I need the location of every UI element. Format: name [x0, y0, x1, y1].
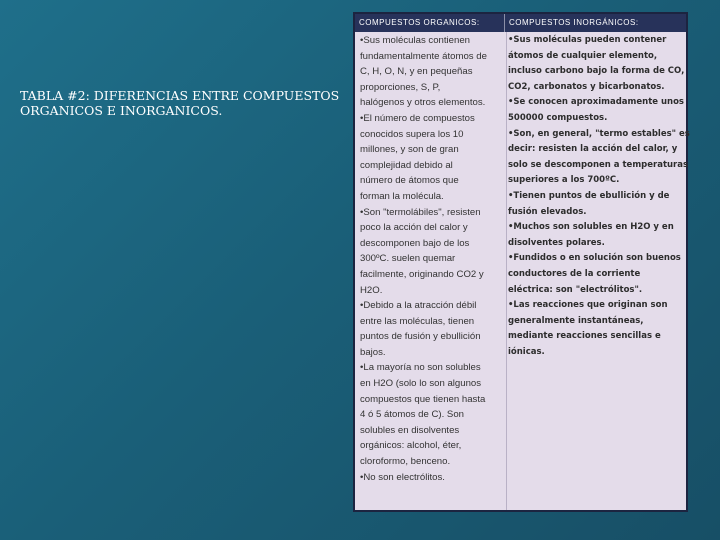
organicos-line: puntos de fusión y ebullición: [360, 331, 481, 343]
inorganicos-line: solo se descomponen a temperaturas: [508, 159, 689, 170]
inorganicos-line: conductores de la corriente: [508, 268, 641, 279]
inorganicos-line: •Tienen puntos de ebullición y de: [508, 190, 670, 201]
organicos-line: •La mayoría no son solubles: [360, 362, 481, 374]
inorganicos-line: CO2, carbonatos y bicarbonatos.: [508, 81, 665, 92]
inorganicos-line: •Sus moléculas pueden contener: [508, 35, 667, 45]
inorganicos-line: 500000 compuestos.: [508, 112, 608, 123]
inorganicos-line: generalmente instantáneas,: [508, 315, 644, 326]
organicos-line: poco la acción del calor y: [360, 222, 468, 234]
inorganicos-line: disolventes polares.: [508, 237, 605, 248]
slide-title: TABLA #2: DIFERENCIAS ENTRE COMPUESTOS ORGANICOS E INORGANICOS.: [20, 88, 340, 118]
inorganicos-line: átomos de cualquier elemento,: [508, 50, 658, 61]
inorganicos-line: •Las reacciones que originan son: [508, 300, 668, 311]
organicos-line: bajos.: [360, 346, 386, 358]
organicos-line: •El número de compuestos: [360, 112, 475, 124]
organicos-line: 4 ó 5 átomos de C). Son: [360, 409, 464, 421]
inorganicos-line: •Muchos son solubles en H2O y en: [508, 222, 674, 233]
organicos-line: descomponen bajo de los: [360, 237, 470, 249]
organicos-line: 300ºC. suelen quemar: [360, 253, 456, 265]
inorganicos-line: incluso carbono bajo la forma de CO,: [508, 66, 685, 77]
header-organicos: COMPUESTOS ORGANICOS:: [355, 14, 505, 32]
organicos-line: forman la molécula.: [360, 190, 444, 202]
comparison-table: [353, 12, 688, 512]
organicos-line: complejidad debido al: [360, 159, 453, 171]
organicos-line: facilmente, originando CO2 y: [360, 268, 484, 280]
inorganicos-line: fusión elevados.: [508, 206, 587, 217]
organicos-line: compuestos que tienen hasta: [360, 393, 486, 405]
table-header-row: [355, 14, 686, 32]
organicos-line: fundamentalmente átomos de: [360, 50, 487, 62]
organicos-line: halógenos y otros elementos.: [360, 97, 486, 109]
organicos-line: •Sus moléculas contienen: [360, 35, 471, 46]
inorganicos-line: •Fundidos o en solución son buenos: [508, 253, 681, 264]
header-inorganicos: COMPUESTOS INORGÁNICOS:: [509, 18, 639, 27]
inorganicos-line: superiores a los 700ºC.: [508, 175, 620, 186]
inorganicos-line: decir: resisten la acción del calor, y: [508, 144, 678, 155]
inorganicos-line: •Se conocen aproximadamente unos: [508, 97, 684, 108]
inorganicos-line: iónicas.: [508, 346, 545, 357]
organicos-line: conocidos supera los 10: [360, 128, 464, 140]
inorganicos-line: eléctrica: son "electrólitos".: [508, 284, 643, 295]
organicos-line: orgánicos: alcohol, éter,: [360, 440, 462, 452]
organicos-line: proporciones, S, P,: [360, 81, 441, 93]
organicos-line: C, H, O, N, y en pequeñas: [360, 66, 473, 78]
organicos-line: solubles en disolventes: [360, 424, 460, 436]
column-inorganicos: [508, 33, 690, 360]
organicos-line: H2O.: [360, 284, 383, 296]
inorganicos-line: mediante reacciones sencillas e: [508, 331, 661, 342]
column-organicos: [360, 33, 508, 485]
organicos-line: entre las moléculas, tienen: [360, 315, 475, 327]
organicos-line: millones, y son de gran: [360, 144, 459, 156]
organicos-line: •Debido a la atracción débil: [360, 300, 477, 312]
organicos-line: número de átomos que: [360, 175, 459, 187]
organicos-line: en H2O (solo lo son algunos: [360, 378, 482, 390]
inorganicos-line: •Son, en general, "termo estables" es: [508, 128, 690, 139]
organicos-line: •Son "termolábiles", resisten: [360, 206, 481, 218]
organicos-line: cloroformo, benceno.: [360, 456, 451, 468]
organicos-line: •No son electrólitos.: [360, 471, 445, 483]
